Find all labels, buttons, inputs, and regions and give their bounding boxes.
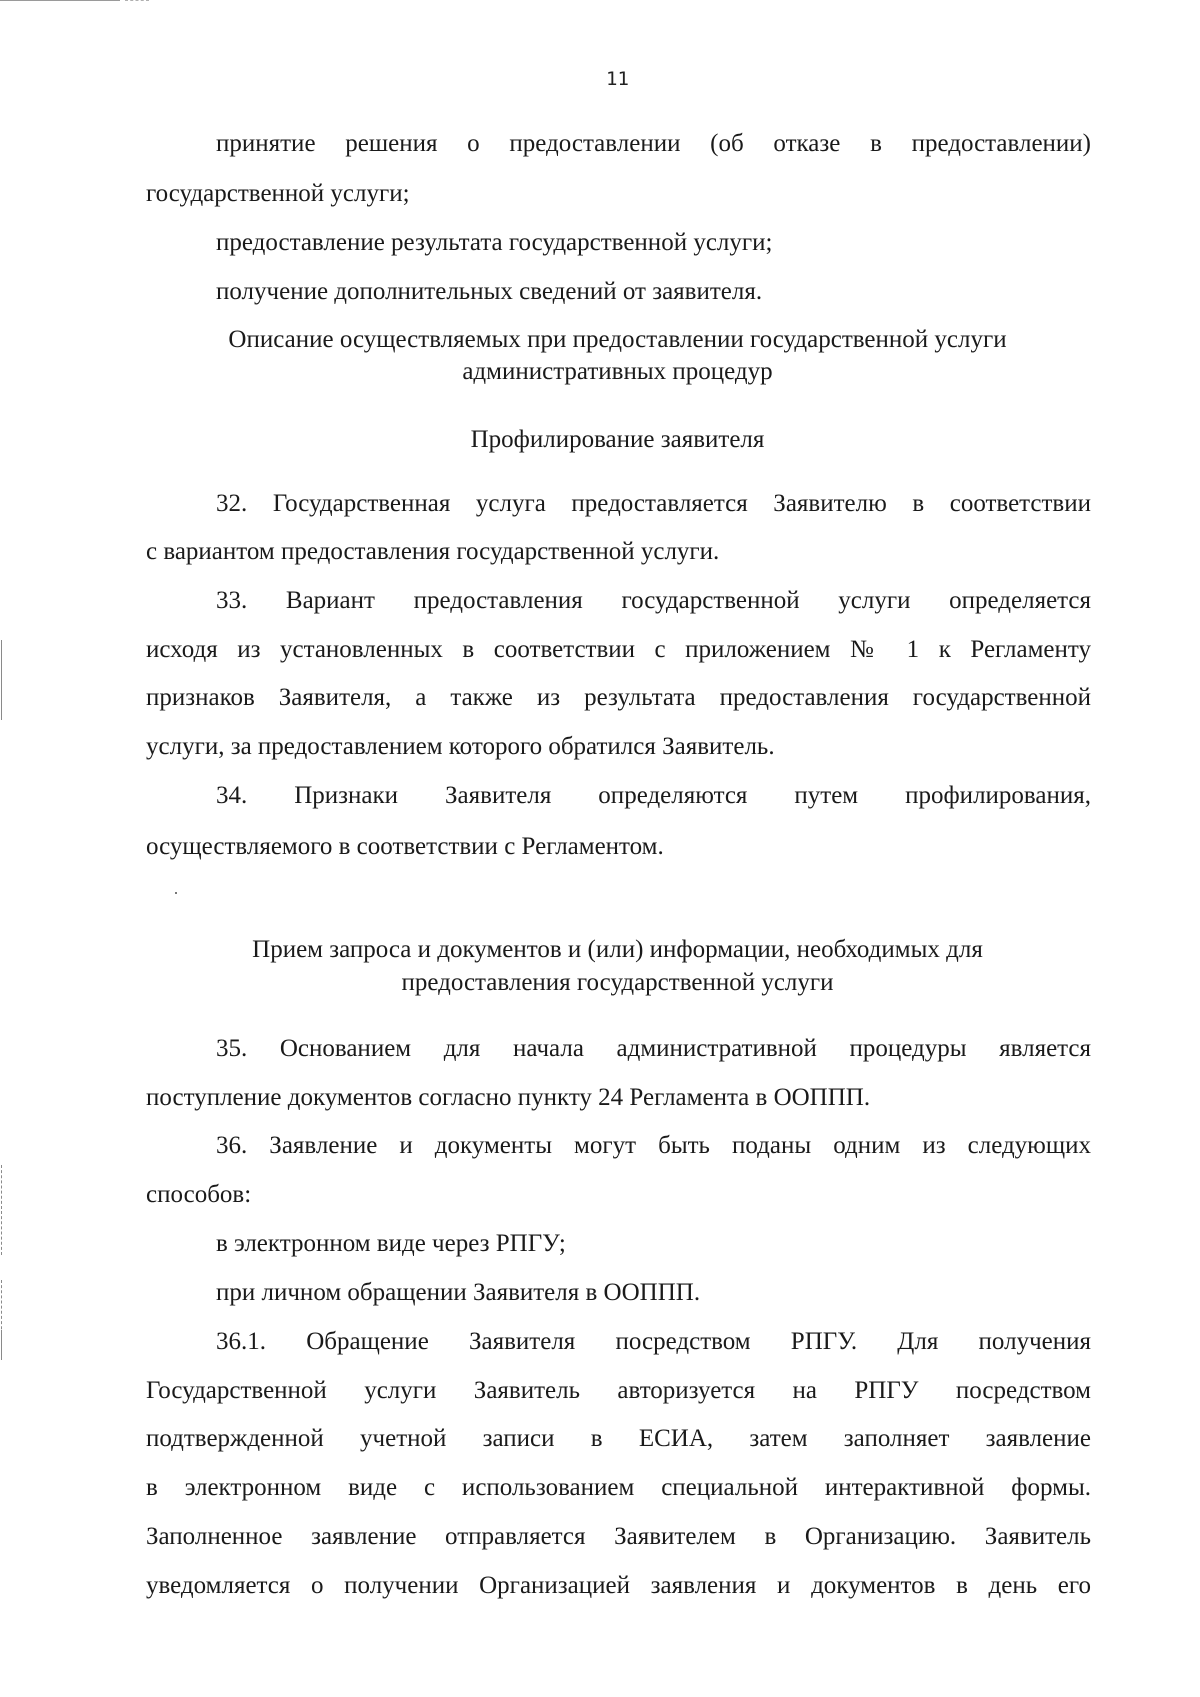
section-heading: Описание осуществляемых при предоставлении государственной услуги [228,326,1007,353]
margin-mark [1,1165,2,1255]
text-line: принятие решения о предоставлении (об отказе в предоставлении) [216,130,1091,157]
scan-speck [175,892,177,894]
text-line: 34. Признаки Заявителя определяются путем профилирования, [216,782,1091,809]
text-line: 36. Заявление и документы могут быть поданы одним из следующих [216,1132,1091,1159]
subsection-heading: Профилирование заявителя [470,426,765,453]
text-line: признаков Заявителя, а также из результата предоставления государственной [146,684,1091,711]
margin-mark [1,640,2,720]
text-line: Заполненное заявление отправляется Заявителем в Организацию. Заявитель [146,1523,1091,1550]
text-line: 33. Вариант предоставления государственной услуги определяется [216,587,1091,614]
text-line: услуги, за предоставлением которого обратился Заявитель. [146,733,775,760]
section-heading: административных процедур [462,358,773,385]
scan-edge-line [0,0,120,4]
section-heading: предоставления государственной услуги [401,969,834,996]
text-line: поступление документов согласно пункту 24 Регламента в ООППП. [146,1084,871,1111]
scan-edge-dash [125,0,149,1]
text-line: уведомляется о получении Организацией заявления и документов в день его [146,1572,1091,1599]
margin-mark [1,1330,2,1360]
page-number: 11 [606,68,629,90]
text-line: государственной услуги; [146,180,410,207]
text-line: 36.1. Обращение Заявителя посредством РПГУ. Для получения [216,1328,1091,1355]
text-line: 35. Основанием для начала административной процедуры является [216,1035,1091,1062]
section-heading: Прием запроса и документов и (или) информации, необходимых для [252,936,983,963]
text-line: получение дополнительных сведений от заявителя. [216,278,763,305]
text-line: Государственной услуги Заявитель авторизуется на РПГУ посредством [146,1377,1091,1404]
text-line: в электронном виде через РПГУ; [216,1230,566,1257]
text-line: осуществляемого в соответствии с Регламентом. [146,833,664,860]
text-line: исходя из установленных в соответствии с приложением № 1 к Регламенту [146,636,1091,663]
text-line: подтвержденной учетной записи в ЕСИА, затем заполняет заявление [146,1425,1091,1452]
text-line: с вариантом предоставления государственной услуги. [146,538,720,565]
text-line: способов: [146,1181,252,1208]
text-line: в электронном виде с использованием специальной интерактивной формы. [146,1474,1091,1501]
text-line: при личном обращении Заявителя в ООППП. [216,1279,701,1306]
text-line: 32. Государственная услуга предоставляется Заявителю в соответствии [216,490,1091,517]
text-line: предоставление результата государственной услуги; [216,229,773,256]
